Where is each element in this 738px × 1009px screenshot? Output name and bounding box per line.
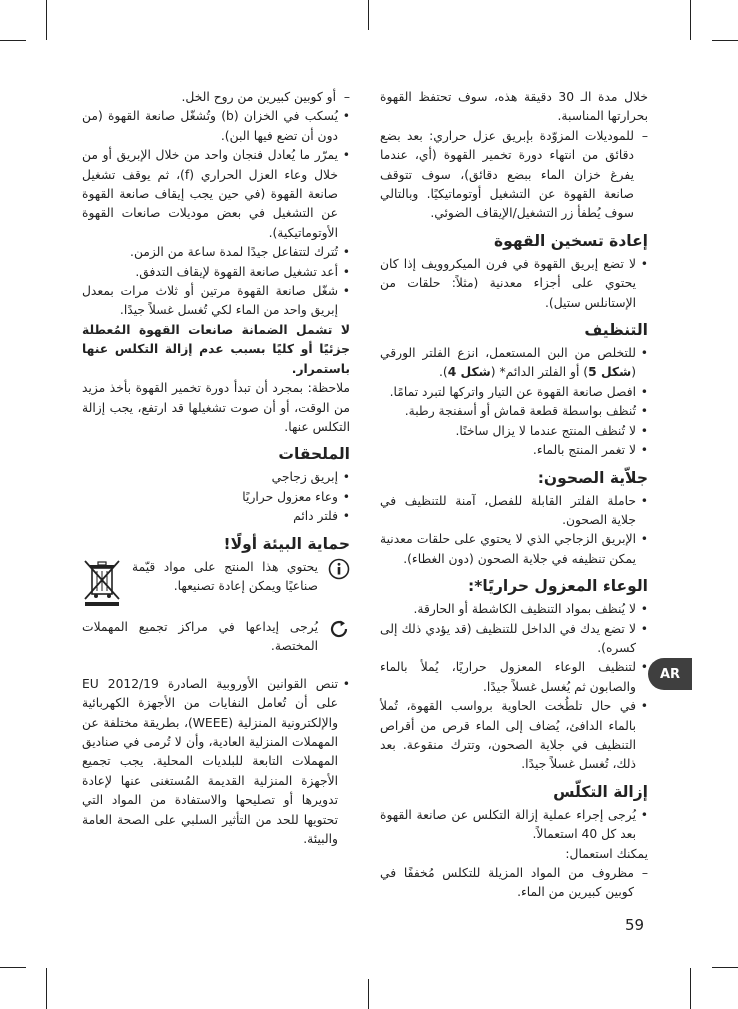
accessories-heading: الملحقات xyxy=(278,445,350,464)
descaling-steps-list xyxy=(82,107,350,320)
list-item: • لتنظيف الوعاء المعزول حراريًا، يُملأ بالماء والصابون ثم يُغسل غسلاً جيدًا. xyxy=(380,658,636,697)
environment-heading: حماية البيئة أولًا! xyxy=(223,534,350,553)
dishwasher-list xyxy=(380,492,648,570)
list-item: • يمرّر ما يُعادل فنجان واحد من خلال الإبريق أو من خلال وعاء العزل الحراري (f)، ثم يوقف تشغيل صانعة القهوة (في حين يجب إيقاف صانعة القهوة عن التشغيل في بعض موديلات صانعات القهوة الأوتوماتيكية). xyxy=(82,146,338,243)
list-item: • لا تضع يدك في الداخل للتنظيف (قد يؤدي ذلك إلى كسره). xyxy=(380,620,636,659)
descaling-dash-list xyxy=(380,864,648,903)
list-item: – مظروف من المواد المزيلة للتكلس مُخففًا في كوبين كبيرين من الماء. xyxy=(380,864,634,903)
insulated-note: – للموديلات المزوّدة بإبريق عزل حراري: بعد بضع دقائق من انتهاء دورة تخمير القهوة (أي، عندما يفرغ خزان الماء ببضع دقائق)، سوف تتوقف صانعة القهوة عن التشغيل أوتوماتيكيًا. وبالتالي سوف يُطفأ زر التشغيل/الإيقاف الضوئي. xyxy=(380,127,634,224)
list-item: • تُترك لتتفاعل جيدًا لمدة ساعة من الزمن. xyxy=(82,243,338,262)
list-item: • الإبريق الزجاجي الذي لا يحتوي على حلقات معدنية يمكن تنظيفه في جلاية الصحون (دون الغطاء). xyxy=(380,530,636,569)
text-span: ). xyxy=(438,365,448,380)
left-column xyxy=(82,88,350,849)
list-item: • وعاء معزول حراريًا xyxy=(82,488,338,507)
insulated-note-list xyxy=(380,127,648,224)
reheating-heading: إعادة تسخين القهوة xyxy=(493,231,648,250)
cleaning-heading: التنظيف xyxy=(584,321,648,340)
crop-mark xyxy=(712,967,738,968)
crop-mark xyxy=(712,40,738,41)
crop-mark xyxy=(46,968,47,1009)
weee-list xyxy=(82,675,350,850)
right-column xyxy=(380,88,648,903)
list-item: • أعد تشغيل صانعة القهوة لإيقاف التدفق. xyxy=(82,263,338,282)
list-item: • تُنظف بواسطة قطعة قماش أو أسفنجة رطبة. xyxy=(380,402,636,421)
spacer xyxy=(82,657,350,675)
crop-mark xyxy=(0,40,26,41)
crop-mark xyxy=(368,979,369,1009)
language-badge: AR xyxy=(648,658,692,690)
page-number: 59 xyxy=(625,916,645,934)
reheating-list xyxy=(380,255,648,313)
can-use-text: يمكنك استعمال: xyxy=(565,846,648,861)
figure-ref: شكل 4 xyxy=(447,365,491,380)
recyclable-text: يحتوي هذا المنتج على مواد قيّمة صناعيًا ويمكن إعادة تصنيعها. xyxy=(132,559,318,593)
dishwasher-heading: جلاّية الصحون: xyxy=(537,468,648,487)
crop-mark xyxy=(368,0,369,30)
text-span: للتخلص من البن المستعمل، انزع الفلتر الورقي ( xyxy=(380,346,636,380)
list-item: • فلتر دائم xyxy=(82,507,338,526)
descaling-list xyxy=(380,806,648,845)
collection-text: يُرجى إيداعها في مراكز تجميع المهملات المختصة. xyxy=(82,619,318,654)
accessories-list xyxy=(82,468,350,526)
vinegar-list xyxy=(82,88,350,107)
warranty-note: لا تشمل الضمانة صانعات القهوة المُعطلة جزئيًا أو كليًا بسبب عدم إزالة التكلس عنها باستمرار. xyxy=(82,322,350,376)
text-span: ) أو الفلتر الدائم* ( xyxy=(490,365,589,380)
list-item xyxy=(380,344,636,383)
recyclable-block xyxy=(82,558,350,612)
list-item: • لا تُنظف المنتج عندما لا يزال ساخنًا. xyxy=(380,422,636,441)
list-item: • شغّل صانعة القهوة مرتين أو ثلاث مرات بمعدل إبريق واحد من الماء لكي تُغسل غسلاً جيدًا. xyxy=(82,282,338,321)
list-item: • حاملة الفلتر القابلة للفصل، آمنة للتنظيف في جلاية الصحون. xyxy=(380,492,636,531)
figure-ref: شكل 5 xyxy=(588,365,632,380)
insulated-jug-heading: الوعاء المعزول حراريًا*: xyxy=(468,577,648,596)
recycle-icon xyxy=(324,618,350,646)
insulated-jug-list xyxy=(380,600,648,775)
list-item: • تنص القوانين الأوروبية الصادرة EU 2012/19 على أن تُعامل النفايات من الأجهزة الكهربائية والإلكترونية المنزلية (WEEE)، بطريقة مختلفة عن المهملات المنزلية العادية، وأن لا تُرمى في صناديق المهملات التابعة للبلديات المحلية. يجب تجميع الأجهزة المنزلية القديمة المُستغنى عنها لإعادة تدويرها أو تصليحها والاستفادة من المواد التي تحتويها للحد من التأثير السلبي على الصحة العامة والبيئة. xyxy=(82,675,338,850)
list-item: • إبريق زجاجي xyxy=(82,468,338,487)
intro-text: خلال مدة الـ 30 دقيقة هذه، سوف تحتفظ القهوة بحرارتها المناسبة. xyxy=(380,90,648,124)
cleaning-list xyxy=(380,344,648,460)
crop-mark xyxy=(690,0,691,40)
crossed-bin-icon xyxy=(82,558,122,612)
list-item: • في حال تلطُخت الحاوية برواسب القهوة، تُملأ بالماء الدافئ، يُضاف إلى الماء قرص من أقراص التنظيف في جلاية الصحون، وتترك منقوعة. بعد ذلك، تُغسل غسلاً جيدًا. xyxy=(380,697,636,775)
list-item: • لا تغمر المنتج بالماء. xyxy=(380,441,636,460)
descaling-heading: إزالة التكلّس xyxy=(553,782,648,801)
list-item: – أو كوبين كبيرين من روح الخل. xyxy=(82,88,336,107)
list-item: • لا يُنظف بمواد التنظيف الكاشطة أو الحارقة. xyxy=(380,600,636,619)
list-item: • لا تضع إبريق القهوة في فرن الميكروويف إذا كان يحتوي على أجزاء معدنية (مثلاً: حلقات من الإستانلس ستيل). xyxy=(380,255,636,313)
info-icon xyxy=(324,558,350,586)
crop-mark xyxy=(46,0,47,40)
crop-mark xyxy=(690,968,691,1009)
list-item: • افصل صانعة القهوة عن التيار واتركها لتبرد تمامًا. xyxy=(380,383,636,402)
list-item: • يُسكب في الخزان (b) وتُشغّل صانعة القهوة (من دون أن تضع فيها البن). xyxy=(82,107,338,146)
descaling-note: ملاحظة: بمجرد أن تبدأ دورة تخمير القهوة بأخذ مزيد من الوقت، أو أن صوت تشغيلها قد ارتفع، يجب إزالة التكلس عنها. xyxy=(82,381,350,434)
crop-mark xyxy=(0,967,26,968)
collection-block xyxy=(82,618,350,657)
list-item: • يُرجى إجراء عملية إزالة التكلس عن صانعة القهوة بعد كل 40 استعمالاً. xyxy=(380,806,636,845)
